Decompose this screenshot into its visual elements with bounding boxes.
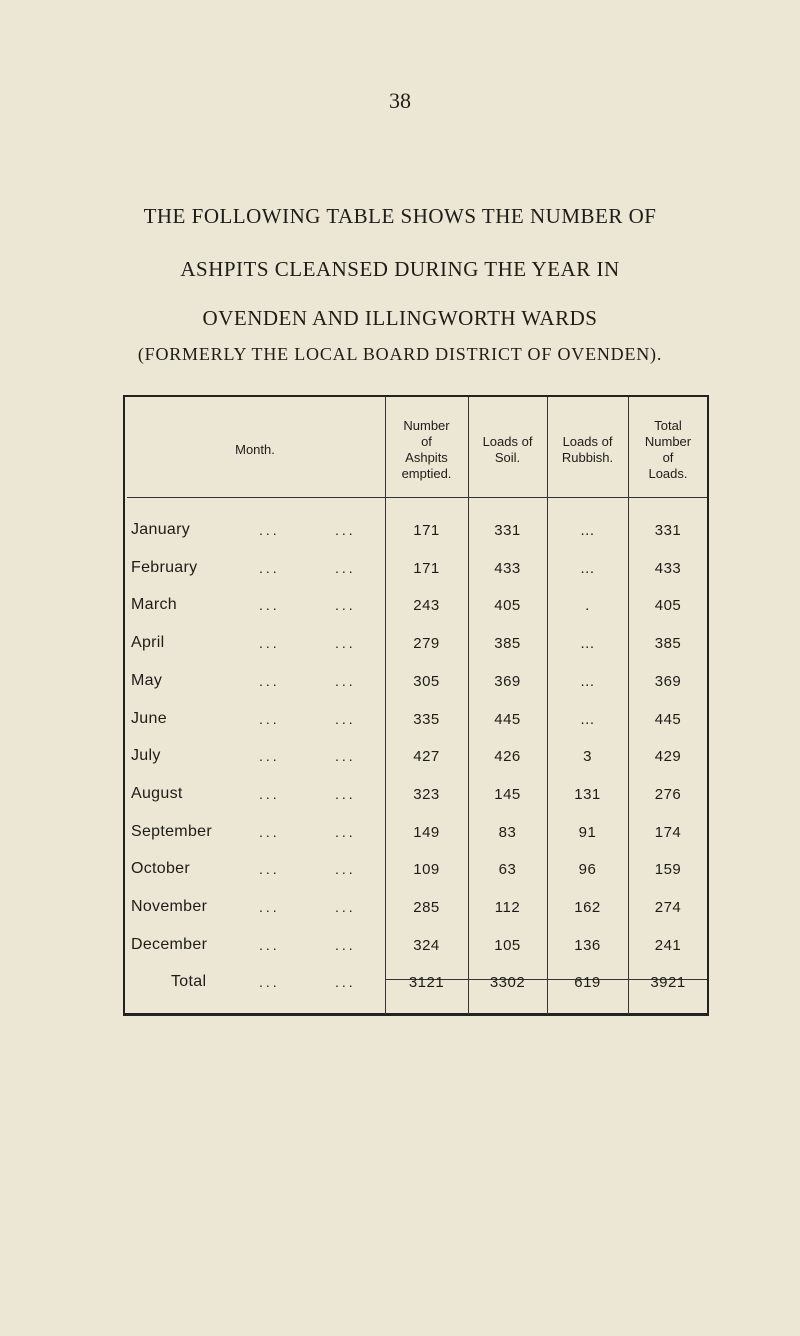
column-header-line: Number	[403, 418, 450, 433]
cell-total: 159	[654, 861, 682, 879]
cell-ashpits: 324	[413, 936, 440, 954]
cell-soil: 385	[494, 635, 521, 653]
month-label: May	[131, 671, 163, 689]
cell-ashpits: 323	[413, 785, 440, 803]
leader-dots: ...	[259, 936, 280, 953]
cell-soil: 426	[494, 748, 521, 766]
heading-line-2: ASHPITS CLEANSED DURING THE YEAR IN	[180, 257, 620, 281]
leader-dots: ...	[259, 899, 280, 915]
column-header	[125, 442, 385, 458]
cell-rubbish: 3	[583, 748, 592, 766]
leader-dots: ...	[335, 672, 356, 689]
total-rubbish: 619	[574, 974, 601, 992]
total-total: 3921	[650, 974, 686, 992]
cell-rubbish: ...	[580, 710, 595, 728]
cell-ashpits: 279	[413, 635, 440, 653]
leader-dots: ...	[335, 785, 356, 802]
leader-dots: ...	[259, 974, 280, 991]
cell-soil: 63	[498, 861, 517, 879]
cell-rubbish: 136	[574, 936, 601, 954]
column-header	[628, 418, 708, 482]
cell-soil: 405	[494, 597, 521, 615]
cell-ashpits: 427	[413, 748, 440, 766]
leader-dots: ...	[259, 861, 280, 878]
month-label: September	[131, 822, 212, 840]
cell-ashpits: 171	[413, 522, 440, 539]
month-label: June	[131, 709, 167, 727]
month-label: January	[131, 521, 191, 538]
leader-dots: ...	[259, 597, 280, 614]
leader-dots: ...	[335, 974, 356, 991]
total-soil: 3302	[489, 974, 526, 992]
ashpits-table	[123, 395, 709, 1016]
leader-dots: ...	[335, 861, 356, 878]
cell-total: 174	[654, 823, 682, 841]
month-label: October	[131, 860, 191, 878]
leader-dots: ...	[259, 785, 280, 802]
cell-total: 429	[654, 748, 682, 766]
column-rule	[385, 397, 386, 1015]
cell-soil: 145	[494, 785, 521, 803]
cell-total: 445	[654, 710, 682, 728]
leader-dots: ...	[259, 823, 280, 840]
cell-total: 385	[654, 635, 682, 653]
heading-line-4: (FORMERLY THE LOCAL BOARD DISTRICT OF OVENDEN).	[137, 344, 663, 364]
leader-dots: ...	[335, 823, 356, 840]
cell-soil: 105	[494, 936, 521, 954]
leader-dots: ...	[259, 748, 280, 765]
column-header-line: Number	[644, 434, 692, 449]
column-header-line: Soil.	[494, 450, 521, 465]
column-header-line: emptied.	[401, 466, 452, 481]
total-ashpits: 3121	[408, 974, 445, 992]
leader-dots: ...	[335, 635, 356, 652]
cell-rubbish: 91	[578, 823, 597, 841]
cell-rubbish: 96	[578, 861, 597, 879]
leader-dots: ...	[335, 899, 356, 915]
column-header-line: of	[662, 450, 674, 465]
cell-soil: 112	[494, 899, 521, 916]
cell-total: 405	[654, 597, 682, 615]
column-rule	[628, 397, 629, 1015]
cell-rubbish: ...	[580, 672, 595, 690]
leader-dots: ...	[335, 522, 356, 538]
month-label: March	[131, 596, 177, 614]
cell-soil: 433	[494, 559, 521, 577]
cell-ashpits: 149	[413, 823, 440, 841]
cell-rubbish: ...	[580, 635, 595, 653]
cell-ashpits: 285	[413, 899, 440, 916]
leader-dots: ...	[335, 559, 356, 576]
column-header-line: Loads of	[482, 434, 533, 449]
column-rule	[468, 397, 469, 1015]
column-header-line: Loads.	[648, 466, 688, 481]
month-label: August	[131, 784, 183, 802]
column-header-line: Rubbish.	[561, 450, 614, 465]
cell-total: 274	[654, 899, 682, 916]
leader-dots: ...	[259, 672, 280, 689]
column-header-line: Ashpits	[405, 450, 448, 465]
cell-rubbish: 131	[574, 785, 601, 803]
cell-ashpits: 243	[413, 597, 440, 615]
leader-dots: ...	[259, 522, 280, 538]
column-rule	[547, 397, 548, 1015]
leader-dots: ...	[335, 597, 356, 614]
cell-total: 433	[654, 559, 682, 577]
cell-total: 241	[654, 936, 682, 954]
cell-total: 276	[654, 785, 682, 803]
month-label: April	[131, 634, 165, 652]
column-header	[385, 418, 468, 482]
cell-ashpits: 335	[413, 710, 440, 728]
heading-line-1: THE FOLLOWING TABLE SHOWS THE NUMBER OF	[143, 204, 657, 228]
month-label: July	[131, 747, 161, 765]
heading-line-3: OVENDEN AND ILLINGWORTH WARDS	[202, 306, 598, 330]
cell-rubbish: .	[585, 597, 590, 615]
leader-dots: ...	[259, 559, 280, 576]
leader-dots: ...	[335, 710, 356, 727]
column-header	[547, 434, 628, 466]
month-label: February	[131, 558, 198, 576]
cell-soil: 445	[494, 710, 521, 728]
leader-dots: ...	[259, 635, 280, 652]
cell-rubbish: ...	[580, 559, 595, 577]
page-number: 38	[389, 88, 411, 113]
cell-total: 369	[654, 672, 682, 690]
leader-dots: ...	[335, 748, 356, 765]
cell-rubbish: ...	[580, 522, 595, 539]
cell-ashpits: 171	[413, 559, 440, 577]
column-header-line: Total	[654, 418, 682, 433]
cell-soil: 83	[498, 823, 517, 841]
leader-dots: ...	[259, 710, 280, 727]
month-label: November	[131, 898, 208, 915]
column-header-line: Loads of	[562, 434, 613, 449]
column-header-line: Month.	[235, 442, 275, 457]
total-label: Total	[171, 973, 207, 991]
column-header	[468, 434, 547, 466]
cell-ashpits: 109	[413, 861, 440, 879]
column-header-line: of	[421, 434, 432, 449]
month-label: December	[131, 935, 208, 953]
cell-total: 331	[654, 522, 682, 539]
cell-soil: 369	[494, 672, 521, 690]
header-rule	[127, 497, 707, 498]
cell-soil: 331	[494, 522, 521, 539]
leader-dots: ...	[335, 936, 356, 953]
cell-rubbish: 162	[574, 899, 601, 916]
cell-ashpits: 305	[413, 672, 440, 690]
